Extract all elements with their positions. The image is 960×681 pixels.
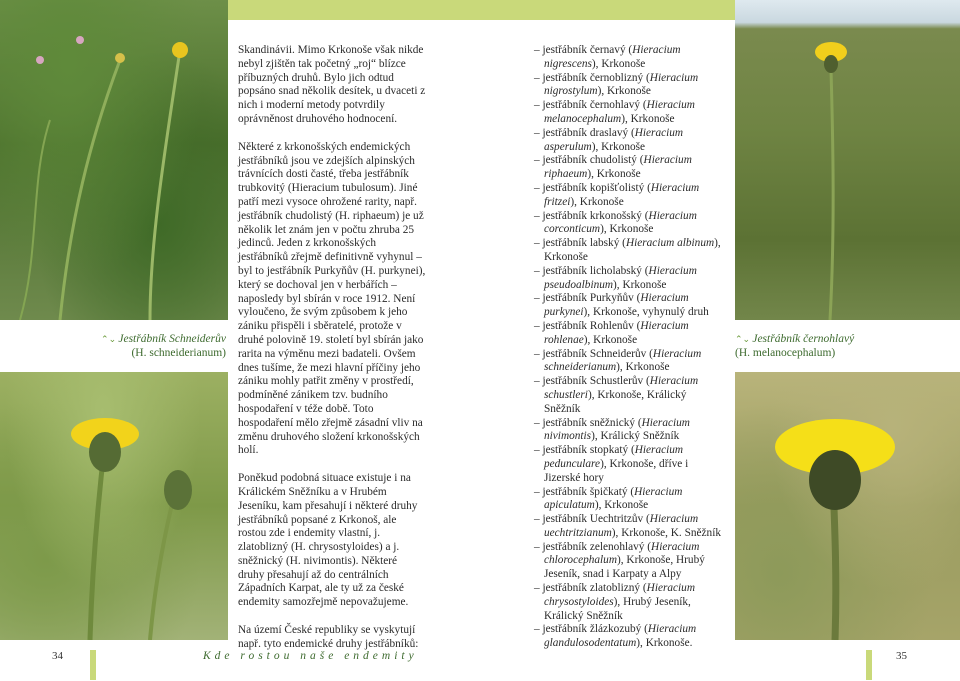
species-latin-name: Hieracium melanocephalum [544,99,695,125]
caption-right [735,332,955,360]
species-list-item: – jestřábník chudolistý (Hieracium riphaeum), Krkonoše [534,154,724,182]
species-czech-name: jestřábník černoblizný [542,71,644,84]
species-czech-name: jestřábník Rohlenův [542,319,634,332]
species-latin-name: Hieracium schneiderianum [544,347,702,374]
species-location: Krkonoše [606,85,651,98]
species-latin-name: Hieracium chlorocephalum [544,540,700,567]
species-latin-name: Hieracium schustleri [544,375,699,401]
species-latin-name: Hieracium asperulum [544,126,684,153]
species-czech-name: jestřábník kopišťolistý [542,181,645,194]
paragraph: Skandinávii. Mimo Krkonoše však nikde nebyl zjištěn tak početný „roj“ blízce příbuzných druhů. Bylo jich odtud popsáno snad několik desítek, u dvaceti z nich i moderní metody potvrdily oprávněnost druhového hodnocení. [238,44,426,125]
paragraph: Na území České republiky se vyskytují např. tyto endemické druhy jestřábníků: [238,624,419,650]
species-location: Krkonoše [544,250,588,263]
species-list-item: – jestřábník kopišťolistý (Hieracium fritzei), Krkonoše [534,182,724,210]
species-list-item: – jestřábník Uechtritzův (Hieracium uechtritzianum), Krkonoše, K. Sněžník [534,513,724,541]
species-location: Krkonoše [622,278,667,291]
species-location: Krkonoše, K. Sněžník [621,526,721,539]
species-location: Hrubý Jeseník, Králický Sněžník [544,595,691,622]
species-list [534,44,724,651]
species-list-item: – jestřábník Schustlerův (Hieracium schustleri), Krkonoše, Králický Sněžník [534,375,724,416]
page-number-left: 34 [52,650,63,662]
photo-melanocephalum [735,372,960,640]
species-czech-name: jestřábník špičkatý [542,485,628,498]
species-latin-name: Hieracium purkynei [544,292,689,319]
photo-melanocephalum-habitat [735,0,960,320]
species-list-item: – jestřábník žlázkozubý (Hieracium glandulosodentatum), Krkonoše. [534,623,724,651]
species-czech-name: jestřábník Schustlerův [542,375,644,388]
species-latin-name: Hieracium fritzei [544,181,700,208]
species-list-item: – jestřábník zlatoblizný (Hieracium chrysostyloides), Hrubý Jeseník, Králický Sněžník [534,582,724,623]
species-location: Krkonoše [596,168,641,181]
species-czech-name: jestřábník sněžnický [542,416,636,429]
meadow-plants-illustration [0,0,228,320]
species-location: Krkonoše [609,223,654,236]
species-czech-name: jestřábník chudolistý [542,154,637,167]
species-czech-name: jestřábník zlatoblizný [542,582,641,595]
species-latin-name: Hieracium apiculatum [544,485,683,512]
species-czech-name: jestřábník Schneiderův [542,347,647,360]
species-latin-name: Hieracium chrysostyloides [544,582,695,608]
caption-arrow-icon: ⌃⌄ [101,334,119,344]
species-location: Krkonoše [604,499,649,512]
species-list-item: – jestřábník stopkatý (Hieracium pedunculare), Krkonoše, dříve i Jizerské hory [534,444,724,485]
species-czech-name: jestřábník Purkyňův [542,292,634,305]
caption-arrow-icon: ⌃⌄ [735,334,753,344]
species-czech-name: jestřábník černohlavý [542,99,641,112]
photo-schneiderianum [0,372,228,640]
species-location: Krkonoše [625,361,670,374]
species-list-item: – jestřábník sněžnický (Hieracium nivimontis), Králický Sněžník [534,417,724,445]
species-czech-name: jestřábník licholabský [542,264,642,277]
species-latin-name: Hieracium nivimontis [544,416,690,443]
species-czech-name: jestřábník labský [542,237,620,250]
species-latin-name: Hieracium corconticum [544,209,697,236]
species-list-column [534,44,724,651]
species-latin-name: Hieracium rohlenae [544,319,689,346]
species-list-item: – jestřábník draslavý (Hieracium asperulum), Krkonoše [534,127,724,155]
text-column-left [238,44,426,666]
species-czech-name: jestřábník stopkatý [542,444,629,457]
species-list-item: – jestřábník Purkyňův (Hieracium purkynei), Krkonoše, vyhynulý druh [534,292,724,320]
species-location: Krkonoše [579,195,624,208]
caption-right-name: Jestřábník černohlavý [752,333,855,345]
paragraph: Některé z krkonošských endemických jestřábníků jsou ve zdejších alpinských trávnících dosti časté, třeba jestřábník trubkovitý (Hieracium tubulosum). Jiné patří mezi vysoce ohrožené rarity, např. jestřábník chudolistý (H. riphaeum) je už několik let znám jen v počtu zhruba 25 jedinců. Jeden z krkonošských jestřábníků zřejmě definitivně vyhynul – byl to jestřábník Purkyňův (H. purkynei), který se dochoval jen v herbářích – naposledy byl sbírán v roce 1912. Není vyloučeno, že svým způsobem k jeho zániku přispěli i sběratelé, protože v druhé polovině 19. století byl sbírán jako rarita na výměnu mezi badateli. Ovšem dnes tušíme, že mezi hlavní příčiny jeho zániku mohly patřit změny v prostředí, podmíněné zánikem tzv. budního hospodaření v téže době. Toto hospodaření mělo zřejmě zásadní vliv na změnu druhového složení krkonošských holí. [238,140,426,457]
species-location: Králický Sněžník [600,430,680,443]
page-number-right: 35 [896,650,907,662]
caption-right-latin: (H. melanocephalum) [735,347,836,359]
species-latin-name: Hieracium albinum [625,237,715,250]
species-list-item: – jestřábník krkonošský (Hieracium corconticum), Krkonoše [534,210,724,238]
species-latin-name: Hieracium nigrostylum [544,71,699,98]
species-latin-name: Hieracium glandulosodentatum [544,623,697,650]
species-czech-name: jestřábník černavý [542,44,626,56]
species-location: Krkonoše [601,140,646,153]
species-location: Krkonoše, Králický Sněžník [544,388,687,415]
species-list-item: – jestřábník Rohlenův (Hieracium rohlenae), Krkonoše [534,320,724,348]
flower-illustration [735,372,960,640]
running-footer-title: Kde rostou naše endemity [203,650,418,662]
species-list-item: – jestřábník labský (Hieracium albinum), Krkonoše [534,237,724,265]
species-location: Krkonoše. [645,637,693,650]
species-latin-name: Hieracium pedunculare [544,444,684,470]
caption-left-latin: (H. schneiderianum) [131,347,226,359]
species-list-item: – jestřábník licholabský (Hieracium pseudoalbinum), Krkonoše [534,265,724,293]
species-list-item: – jestřábník černoblizný (Hieracium nigrostylum), Krkonoše [534,72,724,100]
species-list-item: – jestřábník Schneiderův (Hieracium schneiderianum), Krkonoše [534,348,724,376]
top-accent-bar [228,0,735,20]
species-latin-name: Hieracium uechtritzianum [544,513,699,539]
species-czech-name: jestřábník krkonošský [542,209,642,222]
species-latin-name: Hieracium riphaeum [544,154,692,181]
caption-left-name: Jestřábník Schneiderův [118,333,226,345]
species-czech-name: jestřábník draslavý [542,126,629,139]
footer-accent-bar [90,650,96,680]
caption-left [100,332,226,360]
species-location: Krkonoše [630,112,675,125]
species-location: Krkonoše, vyhynulý druh [592,306,709,319]
species-latin-name: Hieracium nigrescens [544,44,681,70]
species-list-item: – jestřábník černavý (Hieracium nigrescens), Krkonoše [534,44,724,72]
species-latin-name: Hieracium pseudoalbinum [544,264,697,291]
species-czech-name: jestřábník zelenohlavý [542,540,645,553]
flower-illustration [0,372,228,640]
photo-meadow-top-left [0,0,228,320]
species-czech-name: jestřábník žlázkozubý [542,623,642,636]
species-location: Krkonoše, Hrubý Jeseník, snad i Karpaty a Alpy [544,554,705,581]
species-location: Krkonoše, dříve i Jizerské hory [544,457,689,484]
species-location: Krkonoše [593,333,638,346]
footer-accent-bar [866,650,872,680]
flower-illustration [735,0,960,320]
paragraph: Poněkud podobná situace existuje i na Králickém Sněžníku a v Hrubém Jeseníku, kam přesahují i některé druhy jestřábníků popsané z Krkonoš, ale rostou zde i endemity vlastní, j. zlatoblizný (H. chrysostyloides) a j. sněžnický (H. nivimontis). Některé druhy přesahují až do centrálních Západních Karpat, ale ty už za české endemity samozřejmě nepovažujeme. [238,472,418,609]
species-location: Krkonoše [601,57,646,70]
species-czech-name: jestřábník Uechtritzův [542,513,644,526]
species-list-item: – jestřábník zelenohlavý (Hieracium chlorocephalum), Krkonoše, Hrubý Jeseník, snad i Karpaty a Alpy [534,541,724,582]
species-list-item: – jestřábník černohlavý (Hieracium melanocephalum), Krkonoše [534,99,724,127]
species-list-item: – jestřábník špičkatý (Hieracium apiculatum), Krkonoše [534,486,724,514]
